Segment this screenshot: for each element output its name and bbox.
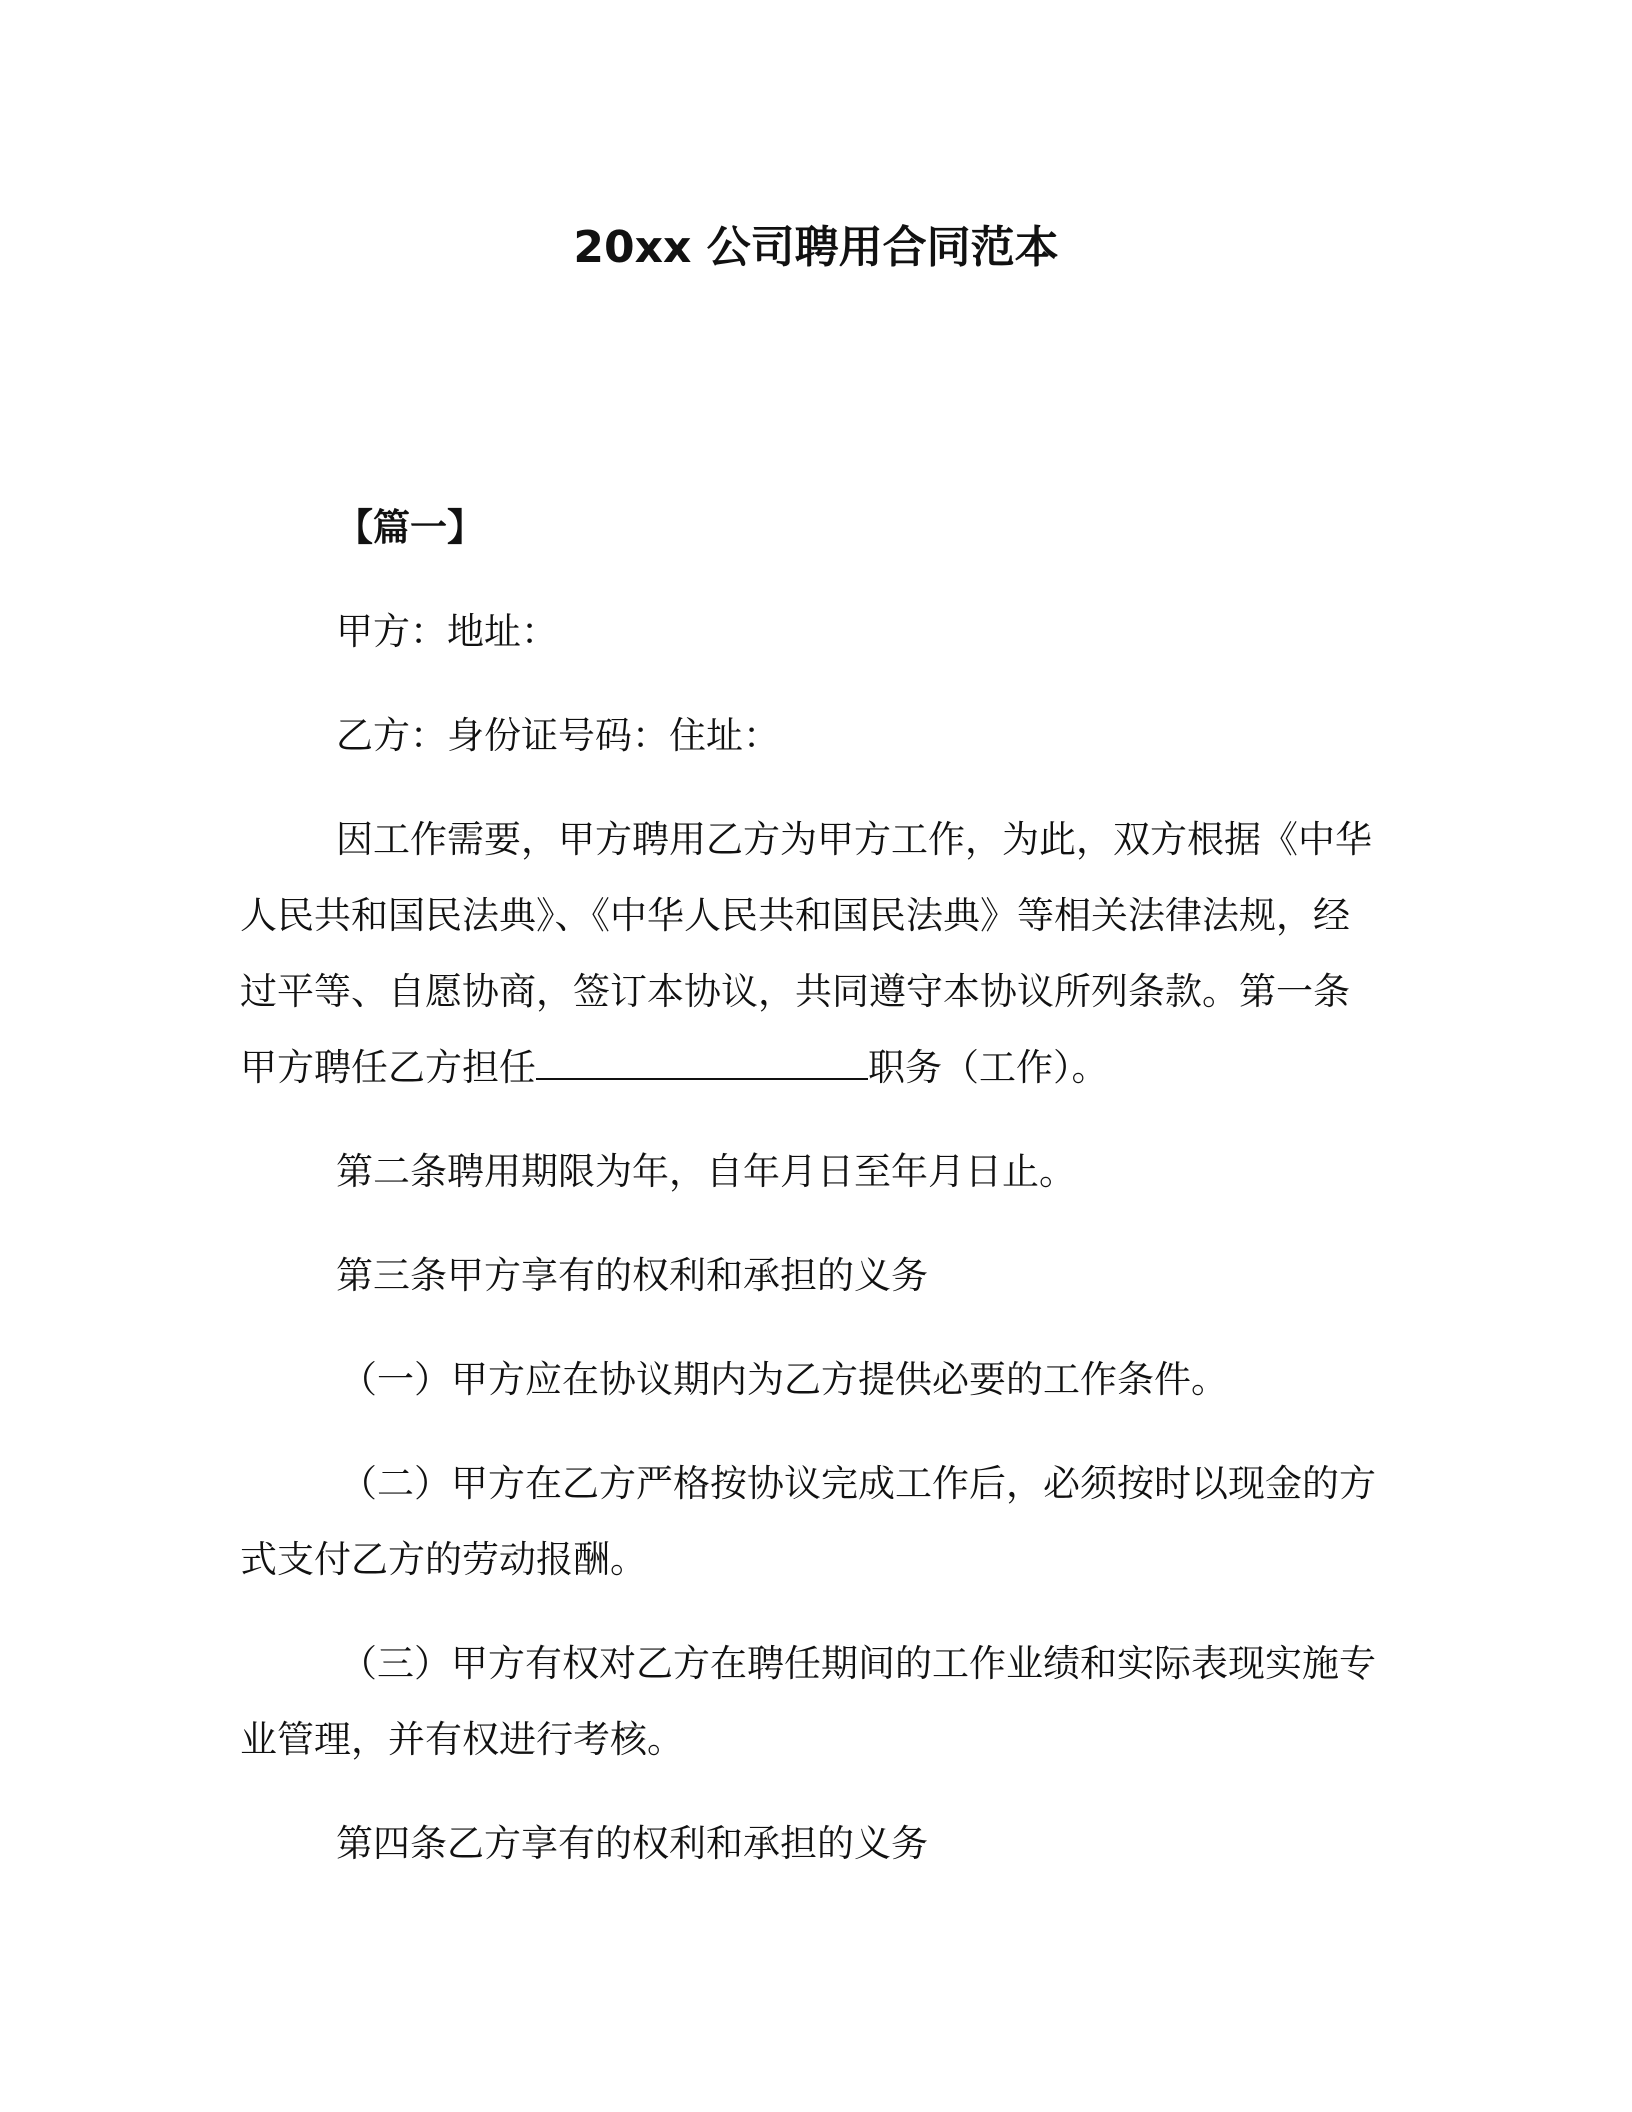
preamble-tail: 职务（工作）。	[868, 1046, 1109, 1089]
document-title: 20xx 公司聘用合同范本	[573, 222, 1059, 273]
article-4: 第四条乙方享有的权利和承担的义务	[336, 1822, 928, 1865]
article-2: 第二条聘用期限为年，自年月日至年月日止。	[336, 1150, 1076, 1193]
article-3: 第三条甲方享有的权利和承担的义务	[336, 1254, 928, 1297]
article-3-item-1: （一）甲方应在协议期内为乙方提供必要的工作条件。	[340, 1358, 1228, 1401]
preamble-text: 因工作需要，甲方聘用乙方为甲方工作，为此，双方根据《中华人民共和国民法典》、《中华人民共和国民法典》等相关法律法规，经过平等、自愿协商，签订本协议，共同遵守本协议所列条款。第一条甲方聘任乙方担任	[240, 818, 1372, 1089]
position-blank	[536, 1048, 868, 1080]
party-a-line: 甲方：地址：	[336, 610, 558, 653]
party-b-line: 乙方：身份证号码：住址：	[336, 714, 780, 757]
article-3-item-2: （二）甲方在乙方严格按协议完成工作后，必须按时以现金的方式支付乙方的劳动报酬。	[240, 1462, 1376, 1581]
document-body	[240, 490, 1380, 1882]
section-label: 【篇一】	[336, 506, 484, 549]
article-3-item-3: （三）甲方有权对乙方在聘任期间的工作业绩和实际表现实施专业管理，并有权进行考核。	[240, 1642, 1376, 1761]
preamble-paragraph	[240, 802, 1380, 1106]
